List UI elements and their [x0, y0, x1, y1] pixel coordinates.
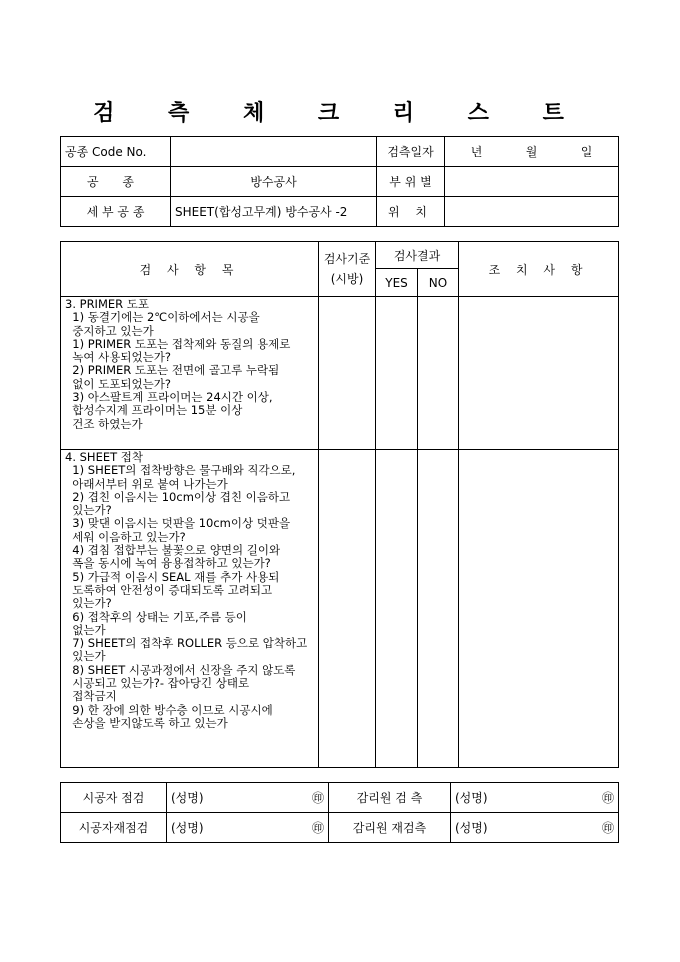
- action-cell-primer[interactable]: [459, 297, 619, 450]
- supervisor-check-signature[interactable]: [451, 783, 619, 813]
- contractor-check-signature[interactable]: [167, 783, 329, 813]
- date-day-label: 일: [580, 145, 593, 159]
- item-line: 8) SHEET 시공과정에서 신장을 주지 않도록: [65, 662, 296, 677]
- name-placeholder: (성명): [171, 791, 204, 805]
- work-type-field[interactable]: 방수공사: [171, 167, 377, 197]
- item-line: 없는가: [65, 622, 106, 637]
- supervisor-recheck-signature[interactable]: [451, 813, 619, 843]
- item-line: 1) 동결기에는 2℃이하에서는 시공을: [65, 310, 260, 325]
- item-line: 3. PRIMER 도포: [65, 297, 149, 311]
- checklist-item-primer: [61, 297, 319, 450]
- work-code-label: 공종 Code No.: [61, 137, 171, 167]
- seal-icon: ㊞: [601, 791, 614, 805]
- no-checkbox-sheet[interactable]: [418, 450, 459, 768]
- col-header-criteria: [319, 242, 376, 297]
- criteria-cell-primer[interactable]: [319, 297, 376, 450]
- criteria-sub-label: (시방): [330, 272, 364, 286]
- item-line: 1) PRIMER 도포는 접착제와 동질의 용제로: [65, 336, 291, 351]
- location-field[interactable]: [445, 167, 619, 197]
- name-placeholder: (성명): [455, 791, 488, 805]
- item-line: 세워 이음하고 있는가?: [65, 529, 186, 544]
- item-line: 건조 하였는가: [65, 416, 143, 431]
- item-line: 6) 접착후의 상태는 기포,주름 등이: [65, 609, 247, 624]
- detail-work-label: 세 부 공 종: [61, 197, 171, 227]
- item-line: 있는가?: [65, 596, 112, 611]
- col-header-action: 조 치 사 항: [459, 242, 619, 297]
- item-line: 7) SHEET의 접착후 ROLLER 등으로 압착하고: [65, 636, 308, 651]
- checklist-table: [60, 241, 619, 768]
- contractor-recheck-signature[interactable]: [167, 813, 329, 843]
- checklist-item-sheet: [61, 450, 319, 768]
- item-line: 도록하여 안전성이 증대되도록 고려되고: [65, 582, 273, 597]
- item-line: 2) 겹친 이음시는 10cm이상 겹친 이음하고: [65, 489, 291, 504]
- supervisor-recheck-label: 감리원 재검측: [329, 813, 451, 843]
- criteria-label: 검사기준: [323, 252, 371, 266]
- item-line: 4) 겹침 접합부는 불꽃으로 양면의 길이와: [65, 543, 281, 558]
- detail-work-field[interactable]: SHEET(합성고무계) 방수공사 -2: [171, 197, 377, 227]
- item-line: 3) 아스팔트계 프라이머는 24시간 이상,: [65, 390, 273, 405]
- item-line: 녹여 사용되었는가?: [65, 350, 171, 365]
- contractor-check-label: 시공자 점검: [61, 783, 167, 813]
- seal-icon: ㊞: [311, 791, 324, 805]
- item-line: 3) 맞댄 이음시는 덧판을 10cm이상 덧판을: [65, 516, 291, 531]
- item-line: 5) 가급적 이음시 SEAL 재를 추가 사용되: [65, 569, 280, 584]
- criteria-cell-sheet[interactable]: [319, 450, 376, 768]
- position-label: 위 치: [377, 197, 445, 227]
- col-header-items: 검 사 항 목: [61, 242, 319, 297]
- yes-checkbox-primer[interactable]: [376, 297, 418, 450]
- item-line: 손상을 받지않도록 하고 있는가: [65, 715, 228, 730]
- item-line: 합성수지계 프라이머는 15분 이상: [65, 403, 243, 418]
- no-checkbox-primer[interactable]: [418, 297, 459, 450]
- item-line: 중지하고 있는가: [65, 323, 154, 338]
- seal-icon: ㊞: [311, 821, 324, 835]
- item-line: 있는가?: [65, 503, 112, 518]
- signature-table: [60, 782, 619, 843]
- action-cell-sheet[interactable]: [459, 450, 619, 768]
- item-line: 9) 한 장에 의한 방수층 이므로 시공시에: [65, 702, 273, 717]
- page-title: 검 측 체 크 리 스 트: [93, 100, 587, 126]
- item-line: 있는가: [65, 649, 106, 664]
- header-info-table: [60, 136, 619, 227]
- position-field[interactable]: [445, 197, 619, 227]
- item-line: 4. SHEET 접착: [65, 450, 144, 464]
- col-header-yes: YES: [376, 269, 418, 297]
- name-placeholder: (성명): [171, 821, 204, 835]
- contractor-recheck-label: 시공자재점검: [61, 813, 167, 843]
- work-type-label: 공 종: [61, 167, 171, 197]
- name-placeholder: (성명): [455, 821, 488, 835]
- col-header-result: 검사결과: [376, 242, 459, 269]
- inspection-date-field[interactable]: [445, 137, 619, 167]
- date-month-label: 월: [525, 145, 538, 159]
- item-line: 접착금지: [65, 689, 117, 704]
- inspection-date-label: 검측일자: [377, 137, 445, 167]
- item-line: 시공되고 있는가?- 잡아당긴 상태로: [65, 676, 250, 691]
- work-code-field[interactable]: [171, 137, 377, 167]
- item-line: 1) SHEET의 접착방향은 물구배와 직각으로,: [65, 463, 296, 478]
- supervisor-check-label: 감리원 검 측: [329, 783, 451, 813]
- date-year-label: 년: [470, 145, 483, 159]
- item-line: 폭을 동시에 녹여 융용접착하고 있는가?: [65, 556, 271, 571]
- location-label: 부 위 별: [377, 167, 445, 197]
- yes-checkbox-sheet[interactable]: [376, 450, 418, 768]
- col-header-no: NO: [418, 269, 459, 297]
- item-line: 2) PRIMER 도포는 전면에 골고루 누락됨: [65, 363, 280, 378]
- item-line: 없이 도포되었는가?: [65, 376, 171, 391]
- item-line: 아래서부터 위로 붙여 나가는가: [65, 476, 228, 491]
- seal-icon: ㊞: [601, 821, 614, 835]
